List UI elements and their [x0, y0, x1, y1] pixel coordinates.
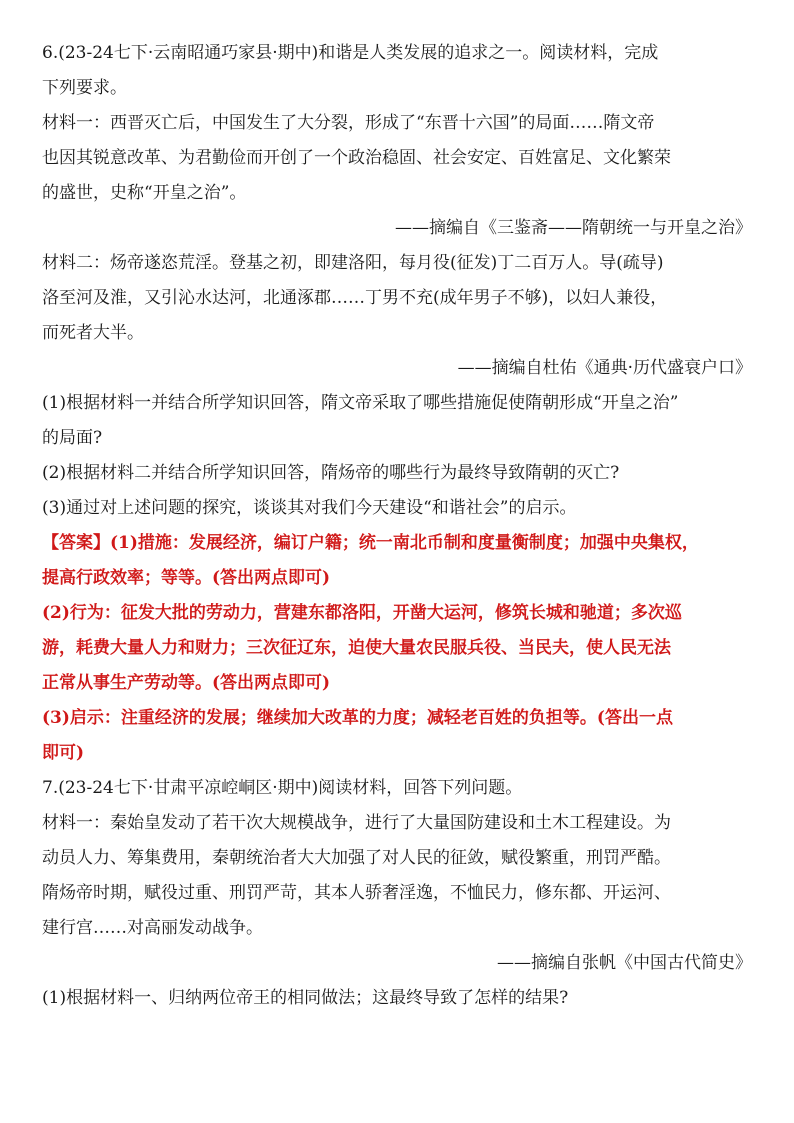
- q6-stem-line-1: 6.(23-24七下·云南昭通巧家县·期中)和谐是人类发展的追求之一。阅读材料，完成: [42, 43, 659, 63]
- q6-answer-1-text: (1)措施：发展经济，编订户籍；统一南北币制和度量衡制度；加强中央集权，: [110, 533, 699, 553]
- q6-material-2-line-3: 而死者大半。: [42, 323, 144, 343]
- q7-material-1-line-1: 材料一：秦始皇发动了若干次大规模战争，进行了大量国防建设和土木工程建设。为: [42, 813, 671, 833]
- q7-material-1-line-3: 隋炀帝时期，赋役过重、刑罚严苛，其本人骄奢淫逸，不恤民力，修东都、开运河、: [42, 883, 671, 903]
- q7-sub1: (1)根据材料一、归纳两位帝王的相同做法；这最终导致了怎样的结果?: [42, 988, 569, 1008]
- q7-material-1-source: ——摘编自张帆《中国古代简史》: [497, 953, 752, 973]
- q6-material-1-source: ——摘编自《三鉴斋——隋朝统一与开皇之治》: [395, 218, 752, 238]
- q6-answer-1-line-1: [42, 526, 754, 561]
- q6-material-1-line-1: 材料一：西晋灭亡后，中国发生了大分裂，形成了“东晋十六国”的局面……隋文帝: [42, 113, 655, 133]
- q6-answer-2-line-1: (2)行为：征发大批的劳动力，营建东都洛阳，开凿大运河，修筑长城和驰道；多次巡: [42, 603, 682, 623]
- q7-material-1-line-2: 动员人力、筹集费用，秦朝统治者大大加强了对人民的征敛，赋役繁重，刑罚严酷。: [42, 848, 671, 868]
- q6-material-2-line-1: 材料二：炀帝遂恣荒淫。登基之初，即建洛阳，每月役(征发)丁二百万人。导(疏导): [42, 253, 664, 273]
- q6-material-1-line-2: 也因其锐意改革、为君勤俭而开创了一个政治稳固、社会安定、百姓富足、文化繁荣: [42, 148, 671, 168]
- q6-answer-1-line-2: 提高行政效率；等等。(答出两点即可): [42, 568, 331, 588]
- q6-material-2-source: ——摘编自杜佑《通典·历代盛衰户口》: [457, 358, 752, 378]
- q6-material-1-line-3: 的盛世，史称“开皇之治”。: [42, 183, 247, 203]
- q6-sub3: (3)通过对上述问题的探究，谈谈其对我们今天建设“和谐社会”的启示。: [42, 498, 577, 518]
- q6-answer-3-line-1: (3)启示：注重经济的发展；继续加大改革的力度；减轻老百姓的负担等。(答出一点: [42, 708, 673, 728]
- q6-answer-2-line-2: 游，耗费大量人力和财力；三次征辽东，迫使大量农民服兵役、当民夫，使人民无法: [42, 638, 671, 658]
- q6-stem-line-2: 下列要求。: [42, 78, 127, 98]
- q7-stem: 7.(23-24七下·甘肃平凉崆峒区·期中)阅读材料，回答下列问题。: [42, 778, 523, 798]
- q6-sub2: (2)根据材料二并结合所学知识回答，隋炀帝的哪些行为最终导致隋朝的灭亡?: [42, 463, 620, 483]
- q6-answer-2-line-3: 正常从事生产劳动等。(答出两点即可): [42, 673, 331, 693]
- q6-answer-3-line-2: 即可): [42, 743, 85, 763]
- q6-sub1-line-2: 的局面?: [42, 428, 103, 448]
- q7-material-1-line-4: 建行宫……对高丽发动战争。: [42, 918, 263, 938]
- q6-sub1-line-1: (1)根据材料一并结合所学知识回答，隋文帝采取了哪些措施促使隋朝形成“开皇之治”: [42, 393, 679, 413]
- q6-material-2-line-2: 洛至河及淮，又引沁水达河，北通涿郡……丁男不充(成年男子不够)，以妇人兼役，: [42, 288, 668, 308]
- answer-tag: 【答案】: [42, 533, 110, 553]
